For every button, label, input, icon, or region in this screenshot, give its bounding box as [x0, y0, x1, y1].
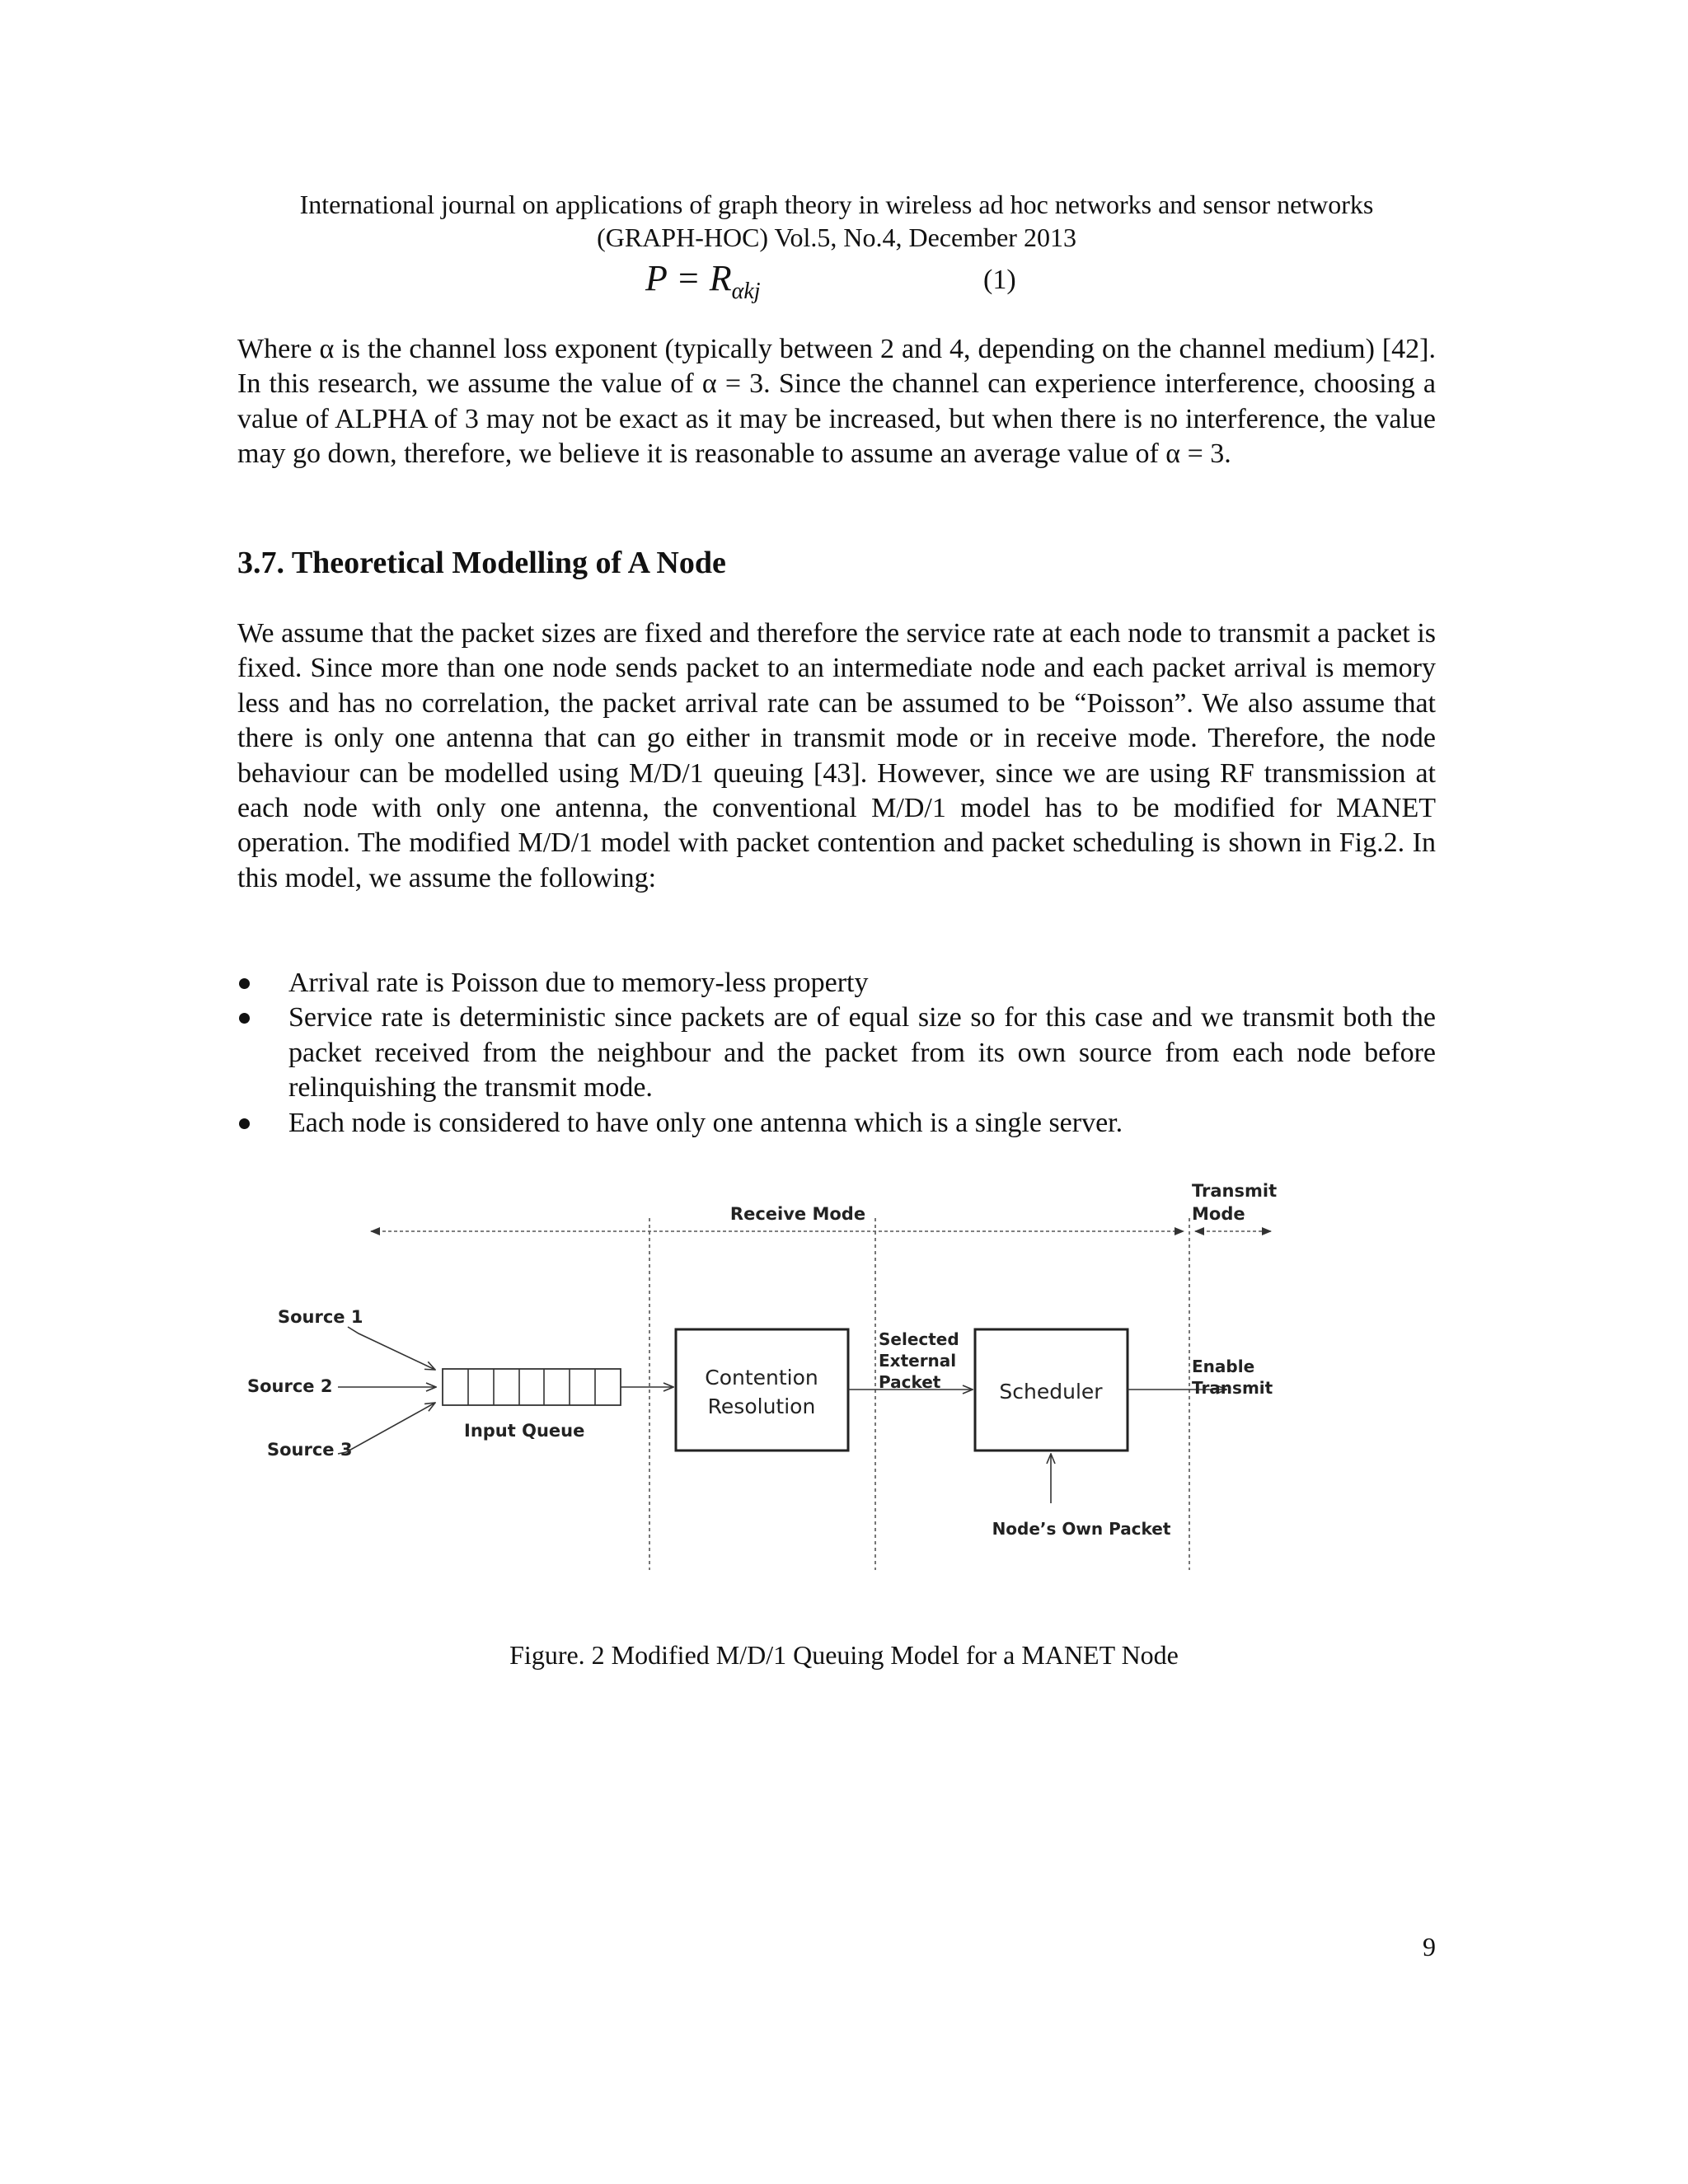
bullet-icon — [239, 1118, 250, 1129]
scheduler-label: Scheduler — [999, 1380, 1103, 1404]
receive-mode-label: Receive Mode — [729, 1204, 866, 1224]
list-item-text: Service rate is deterministic since packets are of equal size so for this case and we transmit both the packet received from the neighbour and the packet from its own source from each node before relinquishing the transmit mode. — [288, 1002, 1436, 1104]
source-1-label: Source 1 — [278, 1307, 363, 1327]
selected-label-line3: Packet — [879, 1372, 941, 1392]
assumption-list — [237, 966, 1436, 1141]
selected-label-line2: External — [879, 1351, 957, 1371]
journal-header-line1: International journal on applications of graph theory in wireless ad hoc networks and sensor networks — [299, 190, 1374, 219]
source-3-arrow — [338, 1403, 435, 1454]
enable-transmit-label-line1: Enable — [1192, 1357, 1255, 1376]
input-queue-label: Input Queue — [464, 1421, 585, 1441]
equation-1 — [0, 254, 1688, 303]
transmit-mode-label-line1: Transmit — [1192, 1181, 1278, 1201]
figure-caption: Figure. 2 Modified M/D/1 Queuing Model for a MANET Node — [509, 1640, 1179, 1670]
queuing-model-svg — [231, 1179, 1302, 1615]
contention-resolution-box — [676, 1329, 848, 1451]
list-item — [237, 966, 1436, 1001]
paragraph-channel-loss: Where α is the channel loss exponent (typically between 2 and 4, depending on the channel medium) [42]. In this research, we assume the value of α = 3. Since the channel can experience interference, choosing a value of ALPHA of 3 may not be exact as it may be increased, but when there is no interference, the value may go down, therefore, we believe it is reasonable to assume an average value of α = 3. — [237, 334, 1436, 470]
equation-number: (1) — [983, 265, 1016, 295]
bullet-icon — [239, 1013, 250, 1024]
figure-2-diagram — [231, 1179, 1302, 1615]
journal-header — [206, 188, 1467, 254]
contention-label-line1: Contention — [705, 1366, 818, 1390]
bullet-icon — [239, 978, 250, 989]
enable-transmit-label-line2: Transmit — [1192, 1378, 1273, 1398]
list-item — [237, 1106, 1436, 1141]
section-heading: 3.7. Theoretical Modelling of A Node — [237, 546, 726, 580]
paragraph-modelling: We assume that the packet sizes are fixed and therefore the service rate at each node to transmit a packet is fixed. Since more than one node sends packet to an intermediate node and each packet arrival is memory less and has no correlation, the packet arrival rate can be assumed to be “Poisson”. We also assume that there is only one antenna that can go either in transmit mode or in receive mode. Therefore, the node behaviour can be modelled using M/D/1 queuing [43]. However, since we are using RF transmission at each node with only one antenna, the conventional M/D/1 model has to be modified for MANET operation. The modified M/D/1 model with packet contention and packet scheduling is shown in Fig.2. In this model, we assume the following: — [237, 618, 1436, 893]
list-item-text: Arrival rate is Poisson due to memory-less property — [288, 968, 869, 998]
journal-header-line2: (GRAPH-HOC) Vol.5, No.4, December 2013 — [597, 223, 1076, 252]
list-item — [237, 1001, 1436, 1105]
own-packet-label: Node’s Own Packet — [992, 1519, 1171, 1539]
source-2-label: Source 2 — [247, 1376, 333, 1396]
equation-expression — [645, 254, 761, 316]
source-3-label: Source 3 — [267, 1440, 353, 1460]
list-item-text: Each node is considered to have only one antenna which is a single server. — [288, 1107, 1123, 1138]
input-queue — [443, 1369, 621, 1405]
selected-label-line1: Selected — [879, 1329, 959, 1349]
source-1-arrow — [348, 1327, 435, 1370]
page-number: 9 — [1423, 1932, 1436, 1961]
equation-subscript: αkj — [731, 278, 761, 304]
contention-label-line2: Resolution — [707, 1394, 816, 1418]
equation-lhs: P = R — [645, 258, 732, 298]
transmit-mode-label-line2: Mode — [1192, 1204, 1245, 1224]
